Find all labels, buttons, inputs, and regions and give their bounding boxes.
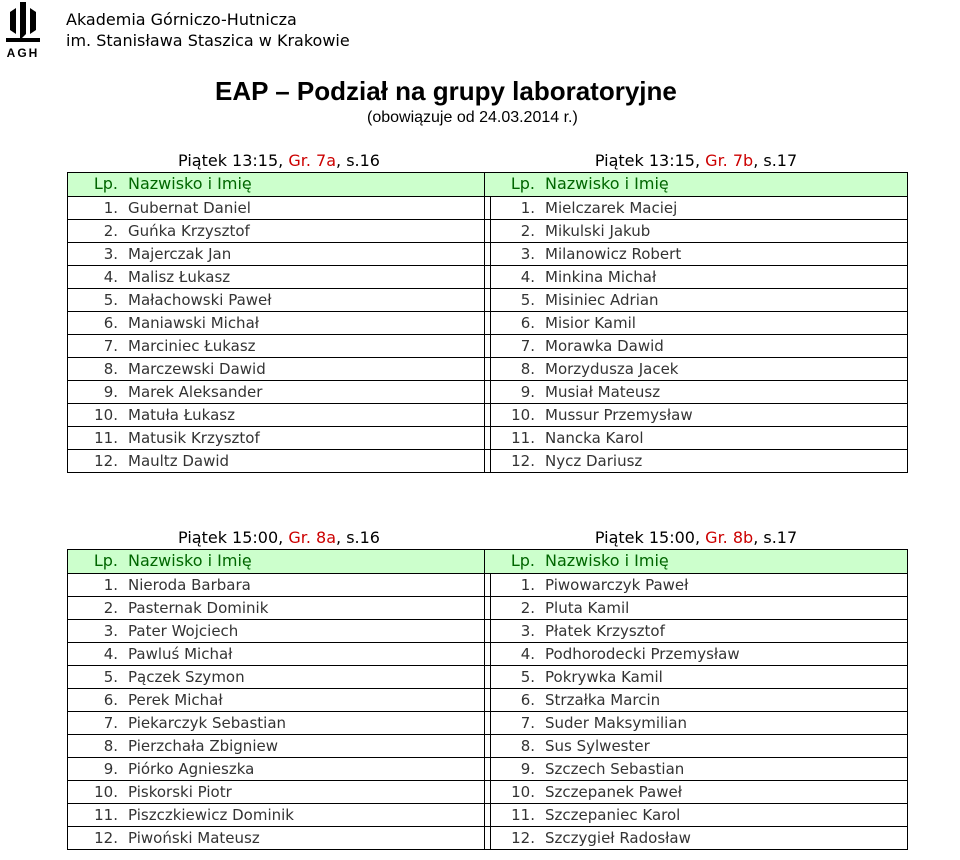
table-header-row: [485, 173, 907, 197]
table-row: [485, 220, 907, 243]
table-row: [485, 758, 907, 781]
table-row: [485, 197, 907, 220]
row-number: 10.: [511, 406, 535, 424]
column-header-lp: Lp.: [93, 174, 118, 193]
group-table: [67, 172, 491, 473]
column-header-name: Nazwisko i Imię: [545, 174, 669, 193]
table-row: [68, 643, 490, 666]
row-number: 4.: [520, 268, 535, 286]
group-table: [484, 172, 908, 473]
table-row: [485, 620, 907, 643]
table-row: [68, 620, 490, 643]
student-name: Maniawski Michał: [128, 314, 260, 332]
table-row: [68, 289, 490, 312]
table-row: [485, 243, 907, 266]
row-number: 9.: [520, 383, 535, 401]
row-number: 12.: [94, 452, 118, 470]
table-row: [485, 404, 907, 427]
row-number: 7.: [520, 714, 535, 732]
university-name: Akademia Górniczo-Hutnicza: [66, 10, 297, 29]
student-name: Misior Kamil: [545, 314, 636, 332]
row-number: 8.: [520, 737, 535, 755]
table-row: [68, 427, 490, 450]
table-row: [68, 712, 490, 735]
page-title: EAP – Podział na grupy laboratoryjne: [215, 76, 677, 106]
student-name: Mussur Przemysław: [545, 406, 693, 424]
student-name: Misiniec Adrian: [545, 291, 659, 309]
table-row: [485, 358, 907, 381]
group-label: Gr. 8a: [288, 528, 337, 547]
table-row: [485, 312, 907, 335]
row-number: 4.: [103, 645, 118, 663]
row-number: 1.: [520, 199, 535, 217]
agh-logo: [0, 0, 46, 62]
student-name: Pawluś Michał: [128, 645, 233, 663]
student-name: Pierzchała Zbigniew: [128, 737, 278, 755]
group-7b: [484, 150, 908, 473]
student-name: Szczepanek Paweł: [545, 783, 682, 801]
column-header-lp: Lp.: [93, 551, 118, 570]
group-room: , s.17: [753, 151, 798, 170]
university-patron: im. Stanisława Staszica w Krakowie: [66, 31, 350, 50]
student-name: Guńka Krzysztof: [128, 222, 250, 240]
group-heading: [484, 527, 908, 549]
table-row: [485, 574, 907, 597]
row-number: 12.: [94, 829, 118, 847]
table-row: [68, 197, 490, 220]
table-row: [68, 689, 490, 712]
group-table: [484, 549, 908, 850]
table-row: [485, 735, 907, 758]
student-name: Szczech Sebastian: [545, 760, 685, 778]
row-number: 10.: [94, 406, 118, 424]
student-name: Piórko Agnieszka: [128, 760, 255, 778]
student-name: Mielczarek Maciej: [545, 199, 678, 217]
student-name: Musiał Mateusz: [545, 383, 661, 401]
group-day-time: Piątek 13:15,: [594, 151, 701, 170]
row-number: 1.: [103, 199, 118, 217]
row-number: 4.: [520, 645, 535, 663]
student-name: Matusik Krzysztof: [128, 429, 260, 447]
table-row: [485, 289, 907, 312]
table-row: [68, 758, 490, 781]
group-label: Gr. 8b: [705, 528, 754, 547]
student-name: Sus Sylwester: [545, 737, 650, 755]
column-header-name: Nazwisko i Imię: [545, 551, 669, 570]
student-name: Małachowski Paweł: [128, 291, 272, 309]
table-row: [485, 266, 907, 289]
group-label: Gr. 7b: [705, 151, 754, 170]
row-number: 6.: [520, 314, 535, 332]
student-name: Pokrywka Kamil: [545, 668, 663, 686]
row-number: 5.: [103, 291, 118, 309]
row-number: 10.: [511, 783, 535, 801]
group-8a: [67, 527, 491, 850]
table-row: [485, 781, 907, 804]
row-number: 1.: [103, 576, 118, 594]
row-number: 4.: [103, 268, 118, 286]
table-row: [68, 574, 490, 597]
student-name: Pater Wojciech: [128, 622, 239, 640]
student-name: Marczewski Dawid: [128, 360, 266, 378]
group-8b: [484, 527, 908, 850]
table-header-row: [485, 550, 907, 574]
table-row: [485, 427, 907, 450]
row-number: 5.: [103, 668, 118, 686]
student-name: Milanowicz Robert: [545, 245, 682, 263]
student-name: Podhorodecki Przemysław: [545, 645, 740, 663]
group-room: , s.17: [753, 528, 798, 547]
row-number: 2.: [520, 599, 535, 617]
table-row: [68, 781, 490, 804]
group-day-time: Piątek 15:00,: [594, 528, 701, 547]
table-row: [68, 827, 490, 850]
student-name: Piskorski Piotr: [128, 783, 232, 801]
table-row: [485, 643, 907, 666]
row-number: 2.: [520, 222, 535, 240]
row-number: 11.: [511, 429, 535, 447]
student-name: Gubernat Daniel: [128, 199, 251, 217]
agh-logo-text: AGH: [6, 46, 40, 60]
student-name: Mikulski Jakub: [545, 222, 651, 240]
table-row: [68, 266, 490, 289]
table-header-row: [68, 173, 490, 197]
student-name: Malisz Łukasz: [128, 268, 231, 286]
row-number: 2.: [103, 599, 118, 617]
group-table: [67, 549, 491, 850]
group-day-time: Piątek 13:15,: [178, 151, 284, 170]
table-row: [68, 312, 490, 335]
group-7a: [67, 150, 491, 473]
student-name: Nieroda Barbara: [128, 576, 251, 594]
table-row: [68, 735, 490, 758]
table-row: [68, 597, 490, 620]
row-number: 8.: [103, 360, 118, 378]
table-row: [485, 827, 907, 850]
student-name: Morzydusza Jacek: [545, 360, 679, 378]
row-number: 1.: [520, 576, 535, 594]
row-number: 3.: [520, 622, 535, 640]
student-name: Matuła Łukasz: [128, 406, 235, 424]
column-header-lp: Lp.: [510, 174, 535, 193]
row-number: 9.: [520, 760, 535, 778]
table-row: [68, 381, 490, 404]
row-number: 12.: [511, 452, 535, 470]
row-number: 9.: [103, 760, 118, 778]
row-number: 5.: [520, 668, 535, 686]
table-row: [68, 220, 490, 243]
table-row: [485, 712, 907, 735]
student-name: Suder Maksymilian: [545, 714, 688, 732]
table-row: [485, 804, 907, 827]
student-name: Perek Michał: [128, 691, 223, 709]
table-row: [485, 689, 907, 712]
student-name: Maultz Dawid: [128, 452, 230, 470]
column-header-name: Nazwisko i Imię: [128, 551, 252, 570]
row-number: 7.: [103, 714, 118, 732]
student-name: Piwowarczyk Paweł: [545, 576, 689, 594]
row-number: 12.: [511, 829, 535, 847]
student-name: Szczepaniec Karol: [545, 806, 681, 824]
group-label: Gr. 7a: [288, 151, 337, 170]
table-row: [68, 358, 490, 381]
row-number: 9.: [103, 383, 118, 401]
group-heading: [67, 150, 491, 172]
row-number: 6.: [520, 691, 535, 709]
student-name: Majerczak Jan: [128, 245, 232, 263]
student-name: Nancka Karol: [545, 429, 644, 447]
student-name: Piwoński Mateusz: [128, 829, 260, 847]
student-name: Minkina Michał: [545, 268, 657, 286]
table-row: [68, 450, 490, 473]
row-number: 11.: [94, 806, 118, 824]
student-name: Płatek Krzysztof: [545, 622, 665, 640]
row-number: 3.: [103, 622, 118, 640]
student-name: Strzałka Marcin: [545, 691, 661, 709]
student-name: Pluta Kamil: [545, 599, 630, 617]
table-header-row: [68, 550, 490, 574]
row-number: 8.: [520, 360, 535, 378]
table-row: [485, 381, 907, 404]
table-row: [68, 243, 490, 266]
student-name: Marciniec Łukasz: [128, 337, 256, 355]
table-row: [485, 335, 907, 358]
group-heading: [67, 527, 491, 549]
student-name: Pasternak Dominik: [128, 599, 269, 617]
student-name: Nycz Dariusz: [545, 452, 643, 470]
row-number: 7.: [103, 337, 118, 355]
student-name: Piekarczyk Sebastian: [128, 714, 287, 732]
group-day-time: Piątek 15:00,: [178, 528, 284, 547]
table-row: [68, 404, 490, 427]
table-row: [485, 597, 907, 620]
student-name: Szczygieł Radosław: [545, 829, 691, 847]
student-name: Morawka Dawid: [545, 337, 664, 355]
table-row: [68, 335, 490, 358]
row-number: 2.: [103, 222, 118, 240]
table-row: [485, 450, 907, 473]
student-name: Pączek Szymon: [128, 668, 245, 686]
student-name: Piszczkiewicz Dominik: [128, 806, 294, 824]
group-room: , s.16: [336, 151, 380, 170]
row-number: 7.: [520, 337, 535, 355]
row-number: 3.: [520, 245, 535, 263]
column-header-name: Nazwisko i Imię: [128, 174, 252, 193]
student-name: Marek Aleksander: [128, 383, 263, 401]
group-room: , s.16: [336, 528, 380, 547]
column-header-lp: Lp.: [510, 551, 535, 570]
row-number: 3.: [103, 245, 118, 263]
group-heading: [484, 150, 908, 172]
table-row: [68, 804, 490, 827]
page-subtitle: (obowiązuje od 24.03.2014 r.): [367, 109, 578, 126]
table-row: [485, 666, 907, 689]
row-number: 6.: [103, 314, 118, 332]
row-number: 6.: [103, 691, 118, 709]
row-number: 5.: [520, 291, 535, 309]
row-number: 10.: [94, 783, 118, 801]
row-number: 11.: [511, 806, 535, 824]
row-number: 8.: [103, 737, 118, 755]
row-number: 11.: [94, 429, 118, 447]
table-row: [68, 666, 490, 689]
